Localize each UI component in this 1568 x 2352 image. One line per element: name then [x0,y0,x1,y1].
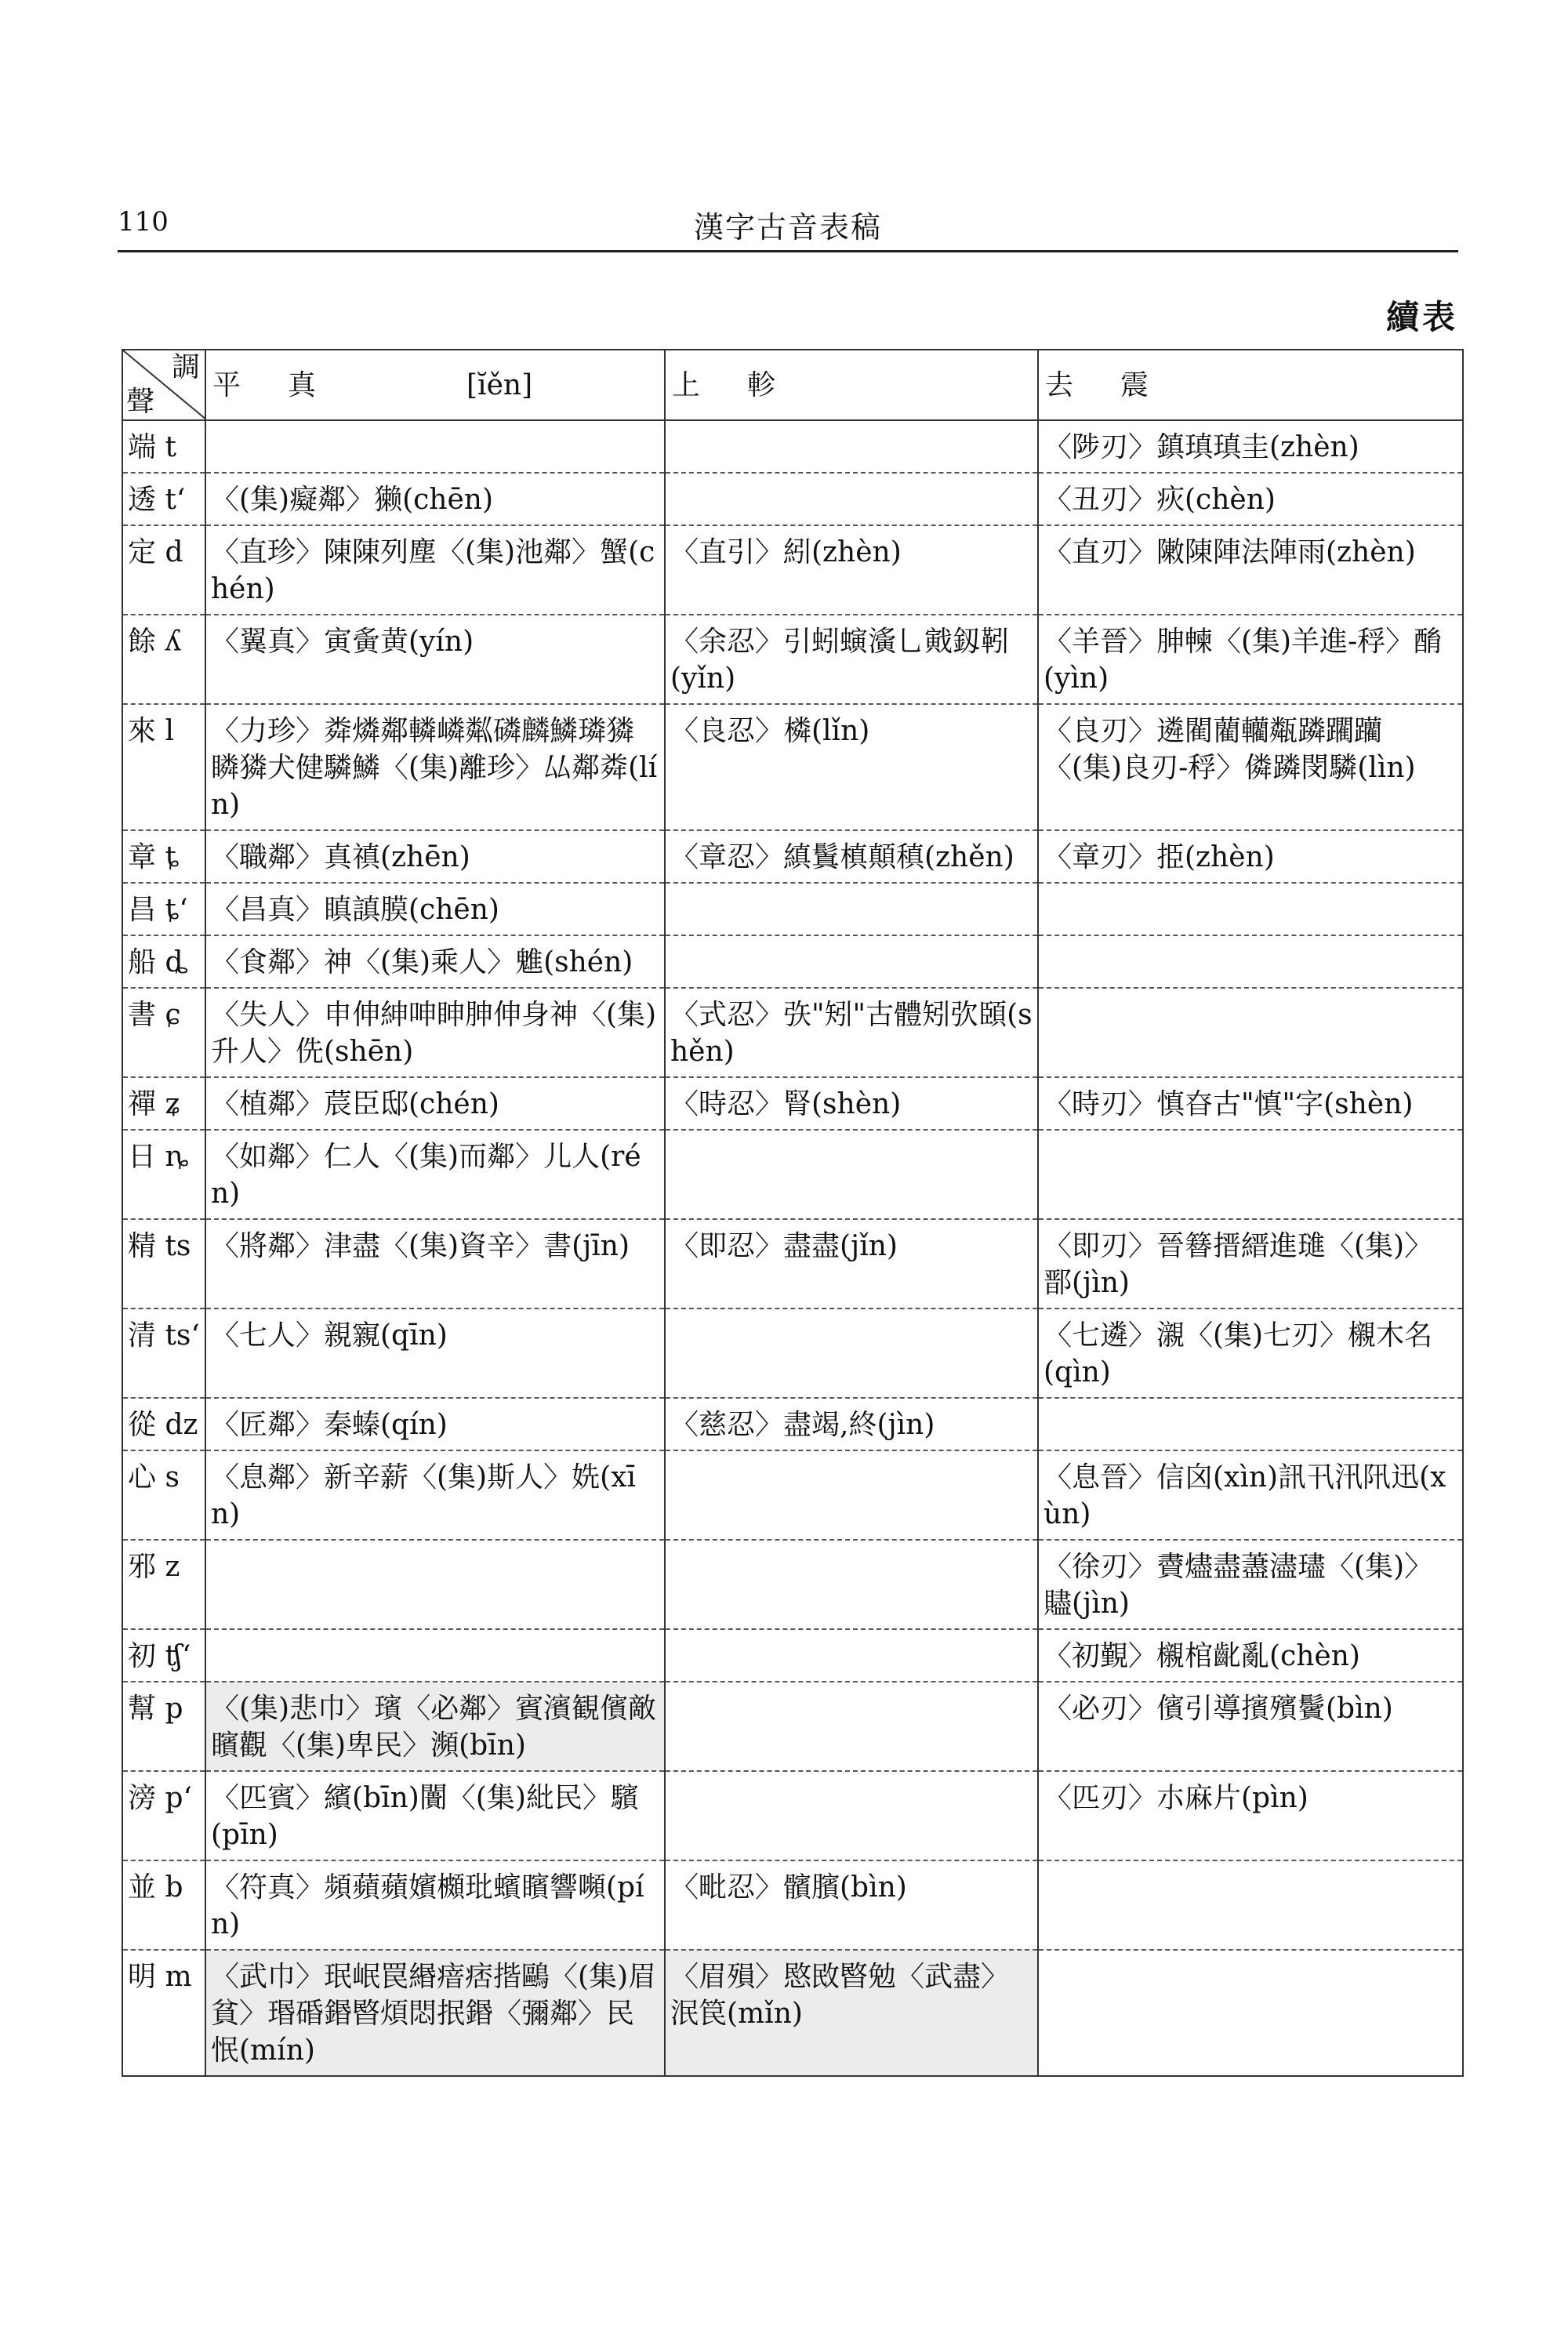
shang-cell [665,473,1038,525]
table-row [122,830,1463,883]
table-row [122,1219,1463,1308]
table-row [122,1629,1463,1682]
shang-cell [665,1130,1038,1219]
ping-cell: 〈力珍〉粦燐鄰轔嶙粼磷麟鱗璘獜瞵獜犬健驎鱗〈(集)離珍〉厸鄰粦(lín) [205,704,665,830]
initial-cell: 船 ȡ [122,935,205,988]
shang-cell: 〈眉殞〉愍敃暋勉〈武盡〉泯笢(mǐn) [665,1950,1038,2076]
ping-cell: 〈翼真〉寅夤黄(yín) [205,615,665,704]
initial-cell: 章 ȶ [122,830,205,883]
qu-cell: 〈七遴〉瀙〈(集)七刃〉櫬木名(qìn) [1038,1308,1463,1398]
initial-cell: 來 l [122,704,205,830]
table-row [122,1950,1463,2076]
ping-cell: 〈直珍〉陳陳列塵〈(集)池鄰〉蟹(chén) [205,525,665,615]
header-ping-rime: [ĭěn] [466,368,533,401]
header-qu [1038,350,1463,420]
qu-cell: 〈徐刃〉賮燼盡藎濜璶〈(集)〉贐(jìn) [1038,1540,1463,1629]
table-row [122,1130,1463,1219]
header-qu-label: 去 震 [1045,368,1159,401]
initial-label: 聲 [126,386,155,418]
header-shang-label: 上 軫 [672,368,786,401]
shang-cell [665,1771,1038,1860]
shang-cell: 〈慈忍〉盡竭,終(jìn) [665,1398,1038,1450]
table-row [122,420,1463,473]
ping-cell [205,420,665,473]
shang-cell: 〈章忍〉縝鬒槙顛稹(zhěn) [665,830,1038,883]
qu-cell: 〈丑刃〉疢(chèn) [1038,473,1463,525]
table-row [122,473,1463,525]
table-row [122,525,1463,615]
ping-cell: 〈食鄰〉神〈(集)乘人〉魋(shén) [205,935,665,988]
qu-cell: 〈匹刃〉朩麻片(pìn) [1038,1771,1463,1860]
initial-cell: 書 ɕ [122,988,205,1077]
ping-cell: 〈符真〉頻蘋蘋嬪櫇玭蠙矉響嚬(pín) [205,1860,665,1950]
shang-cell: 〈毗忍〉髕臏(bìn) [665,1860,1038,1950]
shang-cell [665,1450,1038,1540]
qu-cell: 〈息晉〉信囟(xìn)訊卂汛阠迅(xùn) [1038,1450,1463,1540]
ping-cell: 〈武巾〉珉岷罠緡瘖痞揩鷗〈(集)眉貧〉瑉碈鍲暋煩悶抿鍲〈彌鄰〉民怋(mín) [205,1950,665,2076]
initial-cell: 精 ts [122,1219,205,1308]
table-row [122,1860,1463,1950]
table-row [122,1308,1463,1398]
ping-cell: 〈如鄰〉仁人〈(集)而鄰〉儿人(rén) [205,1130,665,1219]
shang-cell: 〈時忍〉腎(shèn) [665,1077,1038,1130]
table-row [122,1450,1463,1540]
qu-cell: 〈陟刃〉鎮瑱瑱圭(zhèn) [1038,420,1463,473]
qu-cell: 〈初覲〉櫬棺齔亂(chèn) [1038,1629,1463,1682]
shang-cell: 〈余忍〉引蚓螾濥乚戭釼靷(yǐn) [665,615,1038,704]
ping-cell: 〈匠鄰〉秦螓(qín) [205,1398,665,1450]
qu-cell [1038,988,1463,1077]
initial-cell: 禪 ʑ [122,1077,205,1130]
shang-cell [665,1540,1038,1629]
ping-cell: 〈失人〉申伸紳呻眒胂伸身神〈(集)升人〉侁(shēn) [205,988,665,1077]
shang-cell: 〈良忍〉橉(lǐn) [665,704,1038,830]
shang-cell: 〈直引〉紖(zhèn) [665,525,1038,615]
ping-cell [205,1629,665,1682]
qu-cell: 〈時刃〉慎昚古"慎"字(shèn) [1038,1077,1463,1130]
qu-cell [1038,1950,1463,2076]
ping-cell: 〈息鄰〉新辛薪〈(集)斯人〉姺(xīn) [205,1450,665,1540]
initial-cell: 餘 ʎ [122,615,205,704]
header-ping [205,350,665,420]
ping-cell: 〈(集)癡鄰〉獭(chēn) [205,473,665,525]
shang-cell: 〈式忍〉矤"矧"古體矧弞頣(shěn) [665,988,1038,1077]
table-row [122,615,1463,704]
shang-cell [665,1308,1038,1398]
initial-cell: 清 tsʻ [122,1308,205,1398]
initial-cell: 日 ȵ [122,1130,205,1219]
table-body [122,420,1463,2076]
ping-cell [205,1540,665,1629]
page-number: 110 [118,206,169,238]
ping-cell: 〈職鄰〉真禛(zhēn) [205,830,665,883]
qu-cell: 〈羊晉〉胂朄〈(集)羊進-稃〉酳(yìn) [1038,615,1463,704]
qu-cell [1038,883,1463,935]
ping-cell: 〈匹賓〉繽(bīn)闠〈(集)紕民〉驞(pīn) [205,1771,665,1860]
initial-cell: 幫 p [122,1682,205,1771]
qu-cell [1038,1130,1463,1219]
initial-cell: 端 t [122,420,205,473]
ping-cell: 〈昌真〉瞋謓膜(chēn) [205,883,665,935]
qu-cell: 〈即刃〉晉簮搢縉進璡〈(集)〉鄑(jìn) [1038,1219,1463,1308]
table-row [122,1771,1463,1860]
qu-cell [1038,935,1463,988]
page-header [118,200,1458,252]
qu-cell: 〈必刃〉儐引導擯殯鬢(bìn) [1038,1682,1463,1771]
table-row [122,704,1463,830]
ping-cell: 〈植鄰〉莀臣邸(chén) [205,1077,665,1130]
initial-cell: 明 m [122,1950,205,2076]
ping-cell: 〈(集)悲巾〉璸〈必鄰〉賓濱観儐敵矉觀〈(集)卑民〉瀕(bīn) [205,1682,665,1771]
initial-cell: 滂 pʻ [122,1771,205,1860]
initial-cell: 心 s [122,1450,205,1540]
qu-cell: 〈直刃〉敶陳陣法陣雨(zhèn) [1038,525,1463,615]
phonology-table [122,349,1464,2077]
initial-cell: 邪 z [122,1540,205,1629]
table-header-row [122,350,1463,420]
shang-cell [665,883,1038,935]
qu-cell: 〈章刃〉挋(zhèn) [1038,830,1463,883]
continued-label: 續表 [1385,298,1458,336]
initial-cell: 初 ʧʻ [122,1629,205,1682]
ping-cell: 〈七人〉親寴(qīn) [205,1308,665,1398]
shang-cell [665,1629,1038,1682]
qu-cell [1038,1398,1463,1450]
qu-cell: 〈良刃〉遴閵藺轥甐蹸躙躪〈(集)良刃-稃〉僯蹸閔驎(lìn) [1038,704,1463,830]
initial-cell: 定 d [122,525,205,615]
table-row [122,1682,1463,1771]
shang-cell [665,1682,1038,1771]
initial-cell: 透 tʻ [122,473,205,525]
shang-cell [665,420,1038,473]
table-row [122,883,1463,935]
header-shang [665,350,1038,420]
table-row [122,935,1463,988]
table-row [122,988,1463,1077]
header-ping-label: 平 真 [212,368,326,401]
initial-cell: 昌 ȶʻ [122,883,205,935]
table-row [122,1398,1463,1450]
corner-cell [122,350,205,420]
running-title: 漢字古音表稿 [693,210,882,245]
tone-label: 調 [171,351,200,383]
initial-cell: 從 dz [122,1398,205,1450]
shang-cell: 〈即忍〉盡盡(jǐn) [665,1219,1038,1308]
table-row [122,1540,1463,1629]
ping-cell: 〈將鄰〉津盡〈(集)資辛〉書(jīn) [205,1219,665,1308]
shang-cell [665,935,1038,988]
qu-cell [1038,1860,1463,1950]
initial-cell: 並 b [122,1860,205,1950]
table-row [122,1077,1463,1130]
